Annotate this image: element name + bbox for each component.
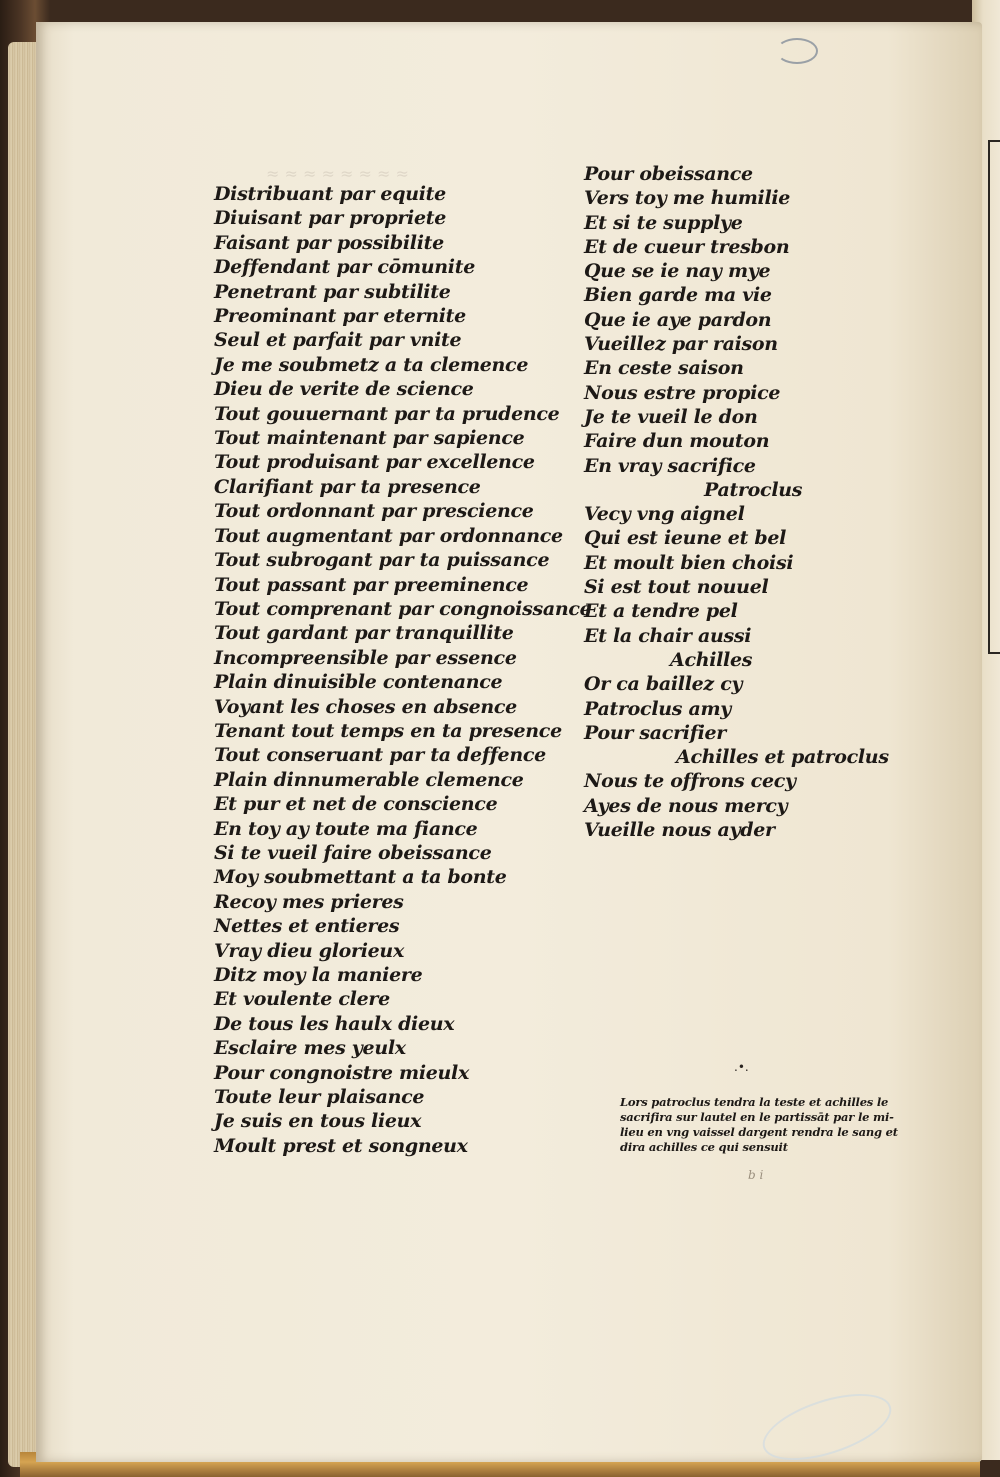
verse-line: Si est tout nouuel [584, 576, 769, 599]
speaker-heading: Patroclus [704, 478, 803, 501]
verse-line: En ceste saison [584, 357, 744, 380]
verse-line: Vray dieu glorieux [214, 939, 404, 962]
verse-line: Nous estre propice [584, 381, 781, 404]
verse-line: Clarifiant par ta presence [214, 475, 481, 498]
verse-line: Je suis en tous lieux [214, 1110, 422, 1133]
verse-line: Bien garde ma vie [584, 284, 772, 307]
verse-line: Incompreensible par essence [214, 646, 517, 669]
verse-line: Qui est ieune et bel [584, 527, 787, 550]
verse-line: Tout augmentant par ordonnance [214, 524, 563, 547]
ornament-mark: .•. [734, 1060, 749, 1074]
verse-line: Tout gouuernant par ta prudence [214, 402, 560, 425]
verse-line: Et la chair aussi [584, 624, 752, 647]
verse-line: Pour obeissance [584, 163, 753, 185]
verse-line: Moy soubmettant a ta bonte [214, 866, 507, 889]
verse-line: Vueillez par raison [584, 333, 778, 356]
verse-line: Tout conseruant par ta deffence [214, 744, 546, 767]
right-verse-column [584, 162, 889, 842]
verse-line: Nettes et entieres [214, 915, 400, 938]
verse-line: Deffendant par cōmunite [214, 256, 475, 279]
verse-line: Et voulente clere [214, 988, 390, 1011]
verse-line: Patroclus amy [584, 697, 732, 720]
verse-line: Seul et parfait par vnite [214, 329, 462, 352]
verse-line: Je me soubmetz a ta clemence [214, 353, 529, 376]
verse-line: Et si te supplye [584, 211, 743, 234]
verse-line: Tout produisant par excellence [214, 451, 535, 474]
stage-direction-rubric: Lors patroclus tendra la teste et achilles le sacrifira sur lautel en le partissāt par le mi- lieu en vng vaissel dargent rendra le sang et dira achilles ce qui sensuit [620, 1095, 898, 1154]
clip-mark [776, 38, 818, 64]
verse-line: Recoy mes prieres [214, 890, 404, 913]
verse-line: Et pur et net de conscience [214, 793, 498, 816]
verse-line: Faire dun mouton [584, 430, 770, 453]
printer-signature-mark: b i [748, 1168, 764, 1182]
verse-line: De tous les haulx dieux [214, 1012, 455, 1035]
verse-line: Pour sacrifier [584, 721, 726, 744]
verse-line: Preominant par eternite [214, 305, 466, 328]
verse-line: Plain dinnumerable clemence [214, 768, 524, 791]
verse-line: Tout ordonnant par prescience [214, 500, 534, 523]
verse-line: Vers toy me humilie [584, 187, 791, 210]
verse-line: Penetrant par subtilite [214, 280, 451, 303]
verse-line: Tout passant par preeminence [214, 573, 529, 596]
verse-line: Vecy vng aignel [584, 503, 745, 526]
verse-line: Si te vueil faire obeissance [214, 841, 492, 864]
verse-line: En toy ay toute ma fiance [214, 817, 478, 840]
verse-line: Or ca baillez cy [584, 673, 743, 696]
show-through-text: ≈ ≈ ≈ ≈ ≈ ≈ ≈ ≈ [266, 164, 409, 183]
verse-line: Diuisant par propriete [214, 207, 446, 230]
verse-line: Tout maintenant par sapience [214, 427, 525, 450]
verse-line: Plain dinuisible contenance [214, 671, 503, 694]
verse-line: Tout gardant par tranquillite [214, 622, 514, 645]
verse-line: Tout comprenant par congnoissance [214, 597, 592, 620]
verse-line: Ditz moy la maniere [214, 964, 423, 986]
verse-line: Que ie aye pardon [584, 308, 772, 331]
verse-line: Et moult bien choisi [584, 551, 794, 574]
verse-line: Nous te offrons cecy [584, 770, 796, 793]
left-verse-column [214, 182, 591, 1158]
speaker-heading: Achilles [670, 648, 753, 671]
verse-line: Faisant par possibilite [214, 231, 444, 254]
verse-line: Pour congnoistre mieulx [214, 1061, 469, 1084]
verse-line: Vueille nous ayder [584, 819, 775, 842]
verse-line: Et a tendre pel [584, 600, 738, 623]
verse-line: Esclaire mes yeulx [214, 1037, 406, 1060]
verse-line: Voyant les choses en absence [214, 695, 517, 718]
verse-line: Dieu de verite de science [214, 378, 474, 401]
speaker-heading: Achilles et patroclus [676, 746, 889, 769]
verse-line: Tout subrogant par ta puissance [214, 549, 550, 572]
verse-line: Et de cueur tresbon [584, 235, 790, 258]
verse-line: Je te vueil le don [584, 405, 758, 428]
verse-line: Toute leur plaisance [214, 1086, 425, 1109]
facing-page-woodcut-frame [988, 140, 1000, 654]
verse-line: Que se ie nay mye [584, 260, 771, 283]
verse-line: Distribuant par equite [214, 183, 446, 205]
verse-line: En vray sacrifice [584, 454, 756, 477]
verse-line: Tenant tout temps en ta presence [214, 719, 562, 742]
verse-line: Ayes de nous mercy [584, 794, 788, 817]
verse-line: Moult prest et songneux [214, 1134, 468, 1157]
